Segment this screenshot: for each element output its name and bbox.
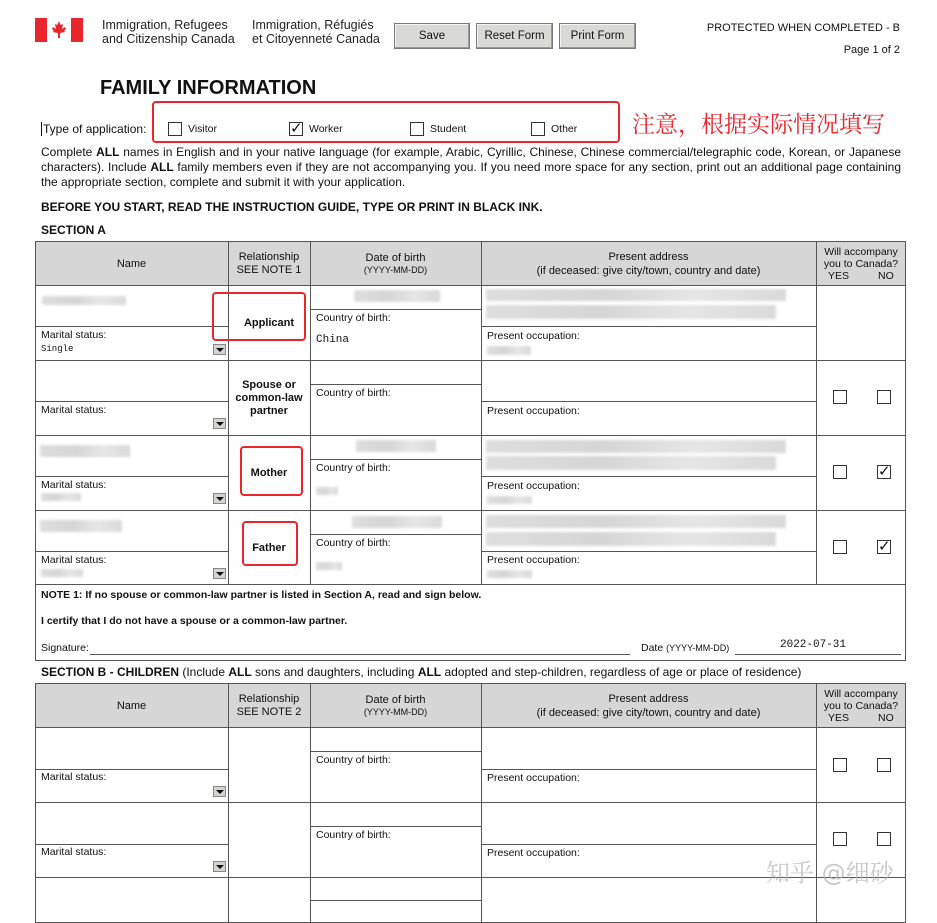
header-name: Name (116, 699, 147, 712)
accompany-yes-checkbox[interactable] (833, 390, 847, 404)
department-name-en: Immigration, Refugees and Citizenship Canada (102, 18, 235, 46)
relationship-mother: Mother (250, 467, 288, 479)
header-no: NO (878, 712, 894, 724)
present-occupation-label: Present occupation: (487, 330, 580, 342)
marital-status-label: Marital status: (41, 404, 107, 416)
header-yes: YES (828, 270, 850, 282)
accompany-no-checkbox[interactable] (877, 758, 891, 772)
relationship-spouse: Spouse or common-law partner (235, 378, 303, 417)
worker-label: Worker (309, 123, 343, 135)
section-a-title: SECTION A (41, 223, 106, 237)
annotation-box-application-type (152, 101, 620, 143)
header-no: NO (878, 270, 894, 282)
marital-status-dropdown-icon[interactable] (213, 344, 226, 355)
section-b-title: SECTION B - CHILDREN (Include ALL sons and daughters, including ALL adopted and step-children, regardless of age or place of residence) (41, 665, 802, 679)
marital-status-label: Marital status: (41, 846, 107, 858)
header-accompany: Will accompany you to Canada? (823, 688, 899, 712)
reset-form-button[interactable]: Reset Form (476, 23, 553, 49)
visitor-label: Visitor (188, 123, 217, 135)
instructions-paragraph: Complete ALL names in English and in your native language (for example, Arabic, Cyrillic, Chinese, Chinese commercial/telegraphic code, Korean, or Japanese characters). Include ALL family members even if they are not accompanying you. If you need more space for any section, print out an additional page containing the appropriate section, complete and submit it with your application. (41, 145, 901, 189)
present-occupation-label: Present occupation: (487, 480, 580, 492)
header-name: Name (116, 257, 147, 270)
header-relationship: Relationship SEE NOTE 1 (236, 250, 302, 276)
present-occupation-label: Present occupation: (487, 847, 580, 859)
accompany-yes-checkbox[interactable] (833, 540, 847, 554)
marital-status-dropdown-icon[interactable] (213, 568, 226, 579)
page-title: FAMILY INFORMATION (100, 77, 317, 99)
certify-text: I certify that I do not have a spouse or a common-law partner. (41, 615, 348, 627)
application-type-label: Type of application: (43, 122, 147, 136)
country-of-birth-label: Country of birth: (316, 754, 391, 766)
marital-status-dropdown-icon[interactable] (213, 418, 226, 429)
accompany-no-checkbox[interactable] (877, 465, 891, 479)
accompany-yes-checkbox[interactable] (833, 465, 847, 479)
marital-status-dropdown-icon[interactable] (213, 493, 226, 504)
marital-status-dropdown-icon[interactable] (213, 861, 226, 872)
protected-label: PROTECTED WHEN COMPLETED - B (706, 22, 900, 34)
accompany-no-checkbox[interactable] (877, 832, 891, 846)
header-address: Present address (if deceased: give city/town, country and date) (536, 692, 761, 719)
country-of-birth-label: Country of birth: (316, 312, 391, 324)
annotation-box-father (242, 521, 298, 566)
relationship-applicant: Applicant (243, 317, 295, 329)
canada-flag-icon (35, 18, 83, 42)
accompany-no-checkbox[interactable] (877, 540, 891, 554)
student-label: Student (430, 123, 467, 135)
marital-status-dropdown-icon[interactable] (213, 786, 226, 797)
date-label: Date (YYYY-MM-DD) (641, 642, 730, 654)
country-of-birth-label: Country of birth: (316, 829, 391, 841)
signature-field[interactable] (90, 654, 630, 655)
other-label: Other (551, 123, 578, 135)
annotation-box-applicant (212, 292, 306, 341)
relationship-father: Father (252, 541, 286, 554)
header-dob: Date of birth (YYYY-MM-DD) (363, 693, 428, 717)
marital-status-label: Marital status: (41, 329, 107, 341)
present-occupation-label: Present occupation: (487, 554, 580, 566)
save-button[interactable]: Save (394, 23, 470, 49)
marital-status-label: Marital status: (41, 554, 107, 566)
present-occupation-label: Present occupation: (487, 772, 580, 784)
marital-status-label: Marital status: (41, 771, 107, 783)
watermark: 知乎 @细砂 (766, 859, 894, 887)
marital-status-label: Marital status: (41, 479, 107, 491)
instructions-warning: BEFORE YOU START, READ THE INSTRUCTION GUIDE, TYPE OR PRINT IN BLACK INK. (41, 200, 543, 214)
department-name-fr: Immigration, Réfugiés et Citoyenneté Canada (252, 18, 380, 46)
print-form-button[interactable]: Print Form (559, 23, 636, 49)
accompany-no-checkbox[interactable] (877, 390, 891, 404)
page-number: Page 1 of 2 (843, 44, 900, 56)
header-relationship: Relationship SEE NOTE 2 (236, 692, 302, 718)
country-of-birth-value[interactable]: China (316, 334, 350, 346)
signature-label: Signature: (41, 642, 89, 654)
accompany-yes-checkbox[interactable] (833, 758, 847, 772)
header-accompany: Will accompany you to Canada? (823, 246, 899, 270)
header-address: Present address (if deceased: give city/town, country and date) (536, 250, 761, 277)
note-1: NOTE 1: If no spouse or common-law partner is listed in Section A, read and sign below. (41, 589, 482, 601)
annotation-box-mother (240, 446, 303, 496)
date-value[interactable]: 2022-07-31 (780, 639, 847, 651)
header-dob: Date of birth (YYYY-MM-DD) (363, 251, 428, 275)
accompany-yes-checkbox[interactable] (833, 832, 847, 846)
annotation-text: 注意，根据实际情况填写 (632, 112, 885, 138)
country-of-birth-label: Country of birth: (316, 387, 391, 399)
country-of-birth-label: Country of birth: (316, 462, 391, 474)
header-yes: YES (828, 712, 850, 724)
present-occupation-label: Present occupation: (487, 405, 580, 417)
country-of-birth-label: Country of birth: (316, 537, 391, 549)
marital-status-value[interactable]: Single (41, 344, 74, 354)
